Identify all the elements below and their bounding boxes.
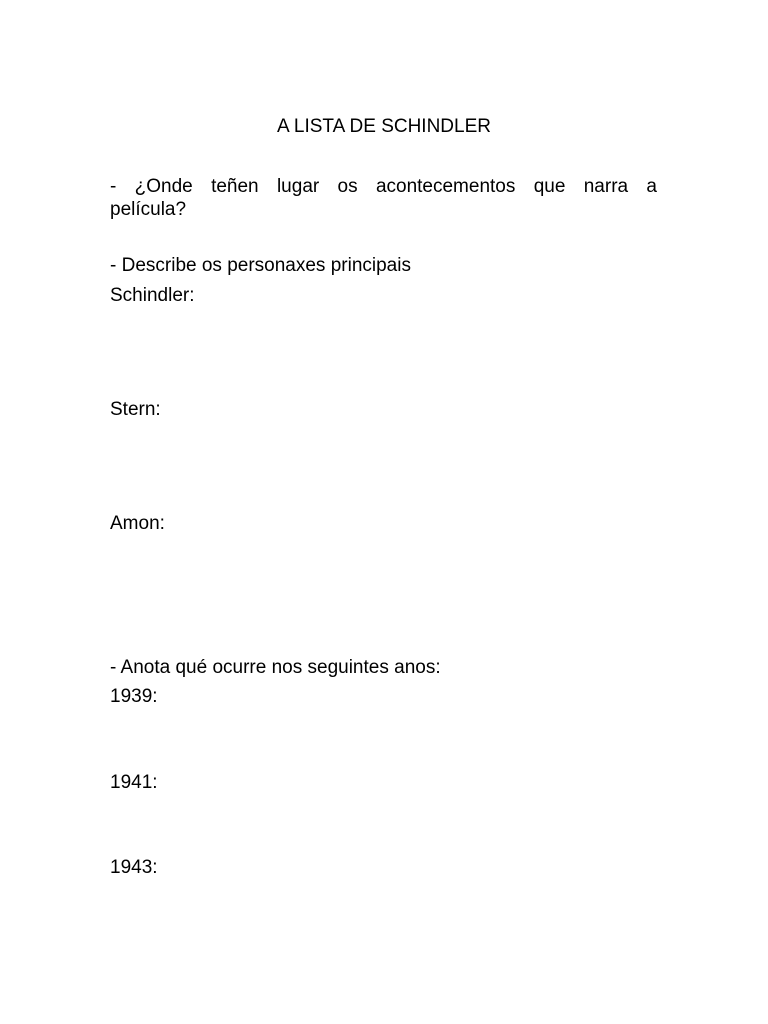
question-location-line2: película? xyxy=(110,199,187,220)
year-1941-label: 1941: xyxy=(110,772,158,793)
question-location-line1: - ¿Onde teñen lugar os acontecementos que narra a xyxy=(110,176,657,197)
year-1939-label: 1939: xyxy=(110,686,158,707)
year-1943-label: 1943: xyxy=(110,857,158,878)
question-years: - Anota qué ocurre nos seguintes anos: xyxy=(110,657,441,678)
question-location xyxy=(110,175,657,221)
document-title: A LISTA DE SCHINDLER xyxy=(277,116,491,137)
question-characters: - Describe os personaxes principais xyxy=(110,255,411,276)
character-schindler-label: Schindler: xyxy=(110,285,195,306)
character-stern-label: Stern: xyxy=(110,399,161,420)
character-amon-label: Amon: xyxy=(110,513,165,534)
